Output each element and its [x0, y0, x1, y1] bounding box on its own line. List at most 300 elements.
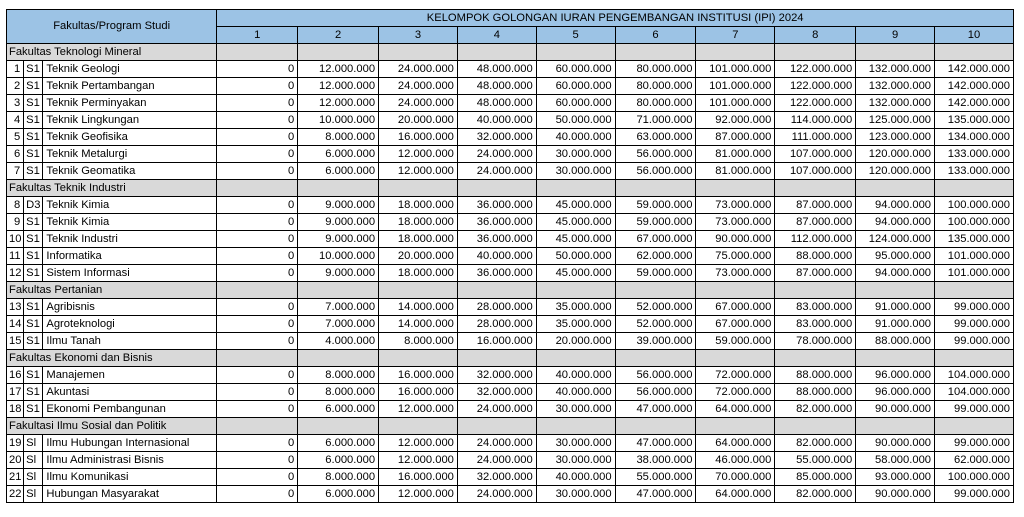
fee-value-cell: 91.000.000: [856, 316, 935, 333]
fee-value-cell: 12.000.000: [379, 452, 458, 469]
fee-value-cell: 16.000.000: [379, 469, 458, 486]
degree-level: S1: [24, 78, 43, 95]
fee-value-cell: 111.000.000: [775, 129, 856, 146]
fee-value-cell: 87.000.000: [696, 129, 775, 146]
fee-value-cell: 47.000.000: [615, 401, 696, 418]
faculty-group-empty-cell: [775, 180, 856, 197]
fee-value-cell: 101.000.000: [935, 265, 1014, 282]
row-number: 2: [7, 78, 24, 95]
fee-value-cell: 67.000.000: [696, 316, 775, 333]
fee-value-cell: 80.000.000: [615, 78, 696, 95]
fee-value-cell: 132.000.000: [856, 78, 935, 95]
program-name: Ilmu Tanah: [43, 333, 217, 350]
fee-value-cell: 88.000.000: [856, 333, 935, 350]
row-number: 8: [7, 197, 24, 214]
row-number: 1: [7, 61, 24, 78]
fee-value-cell: 28.000.000: [457, 316, 536, 333]
fee-value-cell: 24.000.000: [379, 78, 458, 95]
fee-value-cell: 30.000.000: [536, 486, 615, 503]
faculty-name: Fakultas Teknik Industri: [7, 180, 217, 197]
fee-value-cell: 62.000.000: [935, 452, 1014, 469]
faculty-group-row: [7, 418, 1014, 435]
fee-value-cell: 24.000.000: [379, 61, 458, 78]
fee-value-cell: 14.000.000: [379, 299, 458, 316]
program-name: Hubungan Masyarakat: [43, 486, 217, 503]
fee-value-cell: 99.000.000: [935, 401, 1014, 418]
fee-value-cell: 16.000.000: [379, 129, 458, 146]
faculty-group-empty-cell: [379, 350, 458, 367]
fee-value-cell: 63.000.000: [615, 129, 696, 146]
fee-value-cell: 7.000.000: [298, 299, 379, 316]
fee-value-cell: 30.000.000: [536, 435, 615, 452]
fee-value-cell: 56.000.000: [615, 146, 696, 163]
column-header: 7: [696, 27, 775, 44]
row-number: 3: [7, 95, 24, 112]
fee-value-cell: 0: [217, 61, 298, 78]
degree-level: S1: [24, 333, 43, 350]
column-header: 1: [217, 27, 298, 44]
fee-value-cell: 55.000.000: [615, 469, 696, 486]
fee-value-cell: 0: [217, 316, 298, 333]
degree-level: S1: [24, 316, 43, 333]
fee-value-cell: 101.000.000: [935, 248, 1014, 265]
faculty-group-empty-cell: [856, 418, 935, 435]
fee-value-cell: 0: [217, 129, 298, 146]
fee-value-cell: 104.000.000: [935, 367, 1014, 384]
ipi-group-header: KELOMPOK GOLONGAN IURAN PENGEMBANGAN INSTITUSI (IPI) 2024: [217, 10, 1014, 27]
fee-value-cell: 32.000.000: [457, 469, 536, 486]
faculty-group-row: [7, 282, 1014, 299]
fee-value-cell: 32.000.000: [457, 129, 536, 146]
fee-value-cell: 20.000.000: [536, 333, 615, 350]
fee-value-cell: 88.000.000: [775, 367, 856, 384]
faculty-group-empty-cell: [615, 180, 696, 197]
fee-value-cell: 59.000.000: [615, 214, 696, 231]
fee-value-cell: 67.000.000: [615, 231, 696, 248]
fee-value-cell: 75.000.000: [696, 248, 775, 265]
column-header: 10: [935, 27, 1014, 44]
fee-value-cell: 0: [217, 231, 298, 248]
fee-value-cell: 94.000.000: [856, 265, 935, 282]
table-row: [7, 299, 1014, 316]
fee-value-cell: 35.000.000: [536, 299, 615, 316]
table-row: [7, 95, 1014, 112]
fee-value-cell: 142.000.000: [935, 78, 1014, 95]
faculty-group-empty-cell: [536, 44, 615, 61]
faculty-group-empty-cell: [217, 180, 298, 197]
degree-level: S1: [24, 95, 43, 112]
fee-value-cell: 55.000.000: [775, 452, 856, 469]
fee-value-cell: 10.000.000: [298, 248, 379, 265]
row-number: 11: [7, 248, 24, 265]
fee-value-cell: 80.000.000: [615, 95, 696, 112]
fee-value-cell: 6.000.000: [298, 435, 379, 452]
fee-value-cell: 0: [217, 333, 298, 350]
degree-level: S1: [24, 248, 43, 265]
header-row-top: [7, 10, 1014, 27]
program-name: Agroteknologi: [43, 316, 217, 333]
table-row: [7, 469, 1014, 486]
table-row: [7, 197, 1014, 214]
row-number: 4: [7, 112, 24, 129]
program-name: Ilmu Komunikasi: [43, 469, 217, 486]
fee-value-cell: 0: [217, 384, 298, 401]
fee-value-cell: 30.000.000: [536, 163, 615, 180]
program-name: Teknik Metalurgi: [43, 146, 217, 163]
fee-value-cell: 48.000.000: [457, 95, 536, 112]
table-row: [7, 129, 1014, 146]
fee-value-cell: 50.000.000: [536, 112, 615, 129]
fee-value-cell: 6.000.000: [298, 452, 379, 469]
fee-value-cell: 122.000.000: [775, 78, 856, 95]
fee-value-cell: 90.000.000: [856, 401, 935, 418]
degree-level: D3: [24, 197, 43, 214]
fee-value-cell: 56.000.000: [615, 384, 696, 401]
fee-value-cell: 133.000.000: [935, 146, 1014, 163]
fee-value-cell: 8.000.000: [298, 384, 379, 401]
faculty-group-empty-cell: [536, 282, 615, 299]
fee-value-cell: 72.000.000: [696, 367, 775, 384]
fee-value-cell: 100.000.000: [935, 197, 1014, 214]
fee-value-cell: 73.000.000: [696, 265, 775, 282]
table-row: [7, 367, 1014, 384]
fee-value-cell: 90.000.000: [696, 231, 775, 248]
fee-value-cell: 132.000.000: [856, 95, 935, 112]
fee-value-cell: 101.000.000: [696, 78, 775, 95]
row-number: 7: [7, 163, 24, 180]
table-row: [7, 265, 1014, 282]
fee-value-cell: 59.000.000: [615, 265, 696, 282]
fee-value-cell: 16.000.000: [379, 367, 458, 384]
faculty-group-row: [7, 350, 1014, 367]
fee-value-cell: 101.000.000: [696, 95, 775, 112]
fee-value-cell: 83.000.000: [775, 299, 856, 316]
faculty-group-empty-cell: [856, 44, 935, 61]
faculty-group-empty-cell: [298, 350, 379, 367]
fee-value-cell: 81.000.000: [696, 163, 775, 180]
faculty-name: Fakultas Pertanian: [7, 282, 217, 299]
fee-value-cell: 91.000.000: [856, 299, 935, 316]
fee-value-cell: 9.000.000: [298, 214, 379, 231]
faculty-group-empty-cell: [696, 282, 775, 299]
fee-value-cell: 6.000.000: [298, 401, 379, 418]
fee-value-cell: 40.000.000: [536, 129, 615, 146]
degree-level: S1: [24, 231, 43, 248]
fee-value-cell: 104.000.000: [935, 384, 1014, 401]
fee-value-cell: 93.000.000: [856, 469, 935, 486]
faculty-group-empty-cell: [856, 282, 935, 299]
fee-value-cell: 12.000.000: [379, 146, 458, 163]
fee-value-cell: 18.000.000: [379, 231, 458, 248]
faculty-group-empty-cell: [217, 44, 298, 61]
row-number: 5: [7, 129, 24, 146]
row-number: 15: [7, 333, 24, 350]
row-number: 16: [7, 367, 24, 384]
table-row: [7, 163, 1014, 180]
fee-value-cell: 90.000.000: [856, 435, 935, 452]
fee-value-cell: 0: [217, 146, 298, 163]
fee-value-cell: 40.000.000: [457, 112, 536, 129]
fee-value-cell: 64.000.000: [696, 486, 775, 503]
fee-value-cell: 60.000.000: [536, 61, 615, 78]
table-row: [7, 61, 1014, 78]
faculty-group-empty-cell: [615, 418, 696, 435]
fee-value-cell: 133.000.000: [935, 163, 1014, 180]
fee-value-cell: 47.000.000: [615, 435, 696, 452]
fee-value-cell: 24.000.000: [457, 452, 536, 469]
fee-value-cell: 18.000.000: [379, 265, 458, 282]
fee-value-cell: 96.000.000: [856, 367, 935, 384]
row-number: 13: [7, 299, 24, 316]
degree-level: S1: [24, 163, 43, 180]
faculty-group-empty-cell: [935, 180, 1014, 197]
fee-value-cell: 36.000.000: [457, 214, 536, 231]
fee-value-cell: 18.000.000: [379, 197, 458, 214]
fee-value-cell: 60.000.000: [536, 95, 615, 112]
faculty-group-empty-cell: [298, 180, 379, 197]
fee-value-cell: 20.000.000: [379, 112, 458, 129]
fee-value-cell: 0: [217, 486, 298, 503]
fee-value-cell: 8.000.000: [298, 469, 379, 486]
fee-value-cell: 71.000.000: [615, 112, 696, 129]
fee-value-cell: 36.000.000: [457, 265, 536, 282]
faculty-group-empty-cell: [536, 418, 615, 435]
fee-value-cell: 100.000.000: [935, 469, 1014, 486]
faculty-group-row: [7, 180, 1014, 197]
row-number: 9: [7, 214, 24, 231]
faculty-group-empty-cell: [217, 350, 298, 367]
degree-level: S1: [24, 112, 43, 129]
fee-value-cell: 8.000.000: [379, 333, 458, 350]
faculty-group-empty-cell: [379, 180, 458, 197]
faculty-group-empty-cell: [457, 418, 536, 435]
fee-value-cell: 83.000.000: [775, 316, 856, 333]
faculty-group-empty-cell: [536, 180, 615, 197]
fee-value-cell: 0: [217, 197, 298, 214]
fee-value-cell: 87.000.000: [775, 197, 856, 214]
fee-value-cell: 73.000.000: [696, 214, 775, 231]
fee-value-cell: 50.000.000: [536, 248, 615, 265]
fee-value-cell: 10.000.000: [298, 112, 379, 129]
row-number: 6: [7, 146, 24, 163]
fee-value-cell: 32.000.000: [457, 367, 536, 384]
fee-value-cell: 62.000.000: [615, 248, 696, 265]
fee-value-cell: 0: [217, 265, 298, 282]
fee-value-cell: 48.000.000: [457, 78, 536, 95]
degree-level: S1: [24, 265, 43, 282]
fee-value-cell: 59.000.000: [615, 197, 696, 214]
row-number: 22: [7, 486, 24, 503]
column-header: 8: [775, 27, 856, 44]
degree-level: S1: [24, 401, 43, 418]
fee-value-cell: 99.000.000: [935, 316, 1014, 333]
faculty-group-empty-cell: [457, 44, 536, 61]
program-name: Teknik Kimia: [43, 214, 217, 231]
fee-value-cell: 6.000.000: [298, 163, 379, 180]
fee-value-cell: 24.000.000: [457, 435, 536, 452]
fee-value-cell: 120.000.000: [856, 163, 935, 180]
fee-value-cell: 39.000.000: [615, 333, 696, 350]
fee-value-cell: 40.000.000: [536, 367, 615, 384]
fee-value-cell: 80.000.000: [615, 61, 696, 78]
fee-value-cell: 72.000.000: [696, 384, 775, 401]
faculty-group-empty-cell: [856, 180, 935, 197]
column-header: 9: [856, 27, 935, 44]
fee-value-cell: 12.000.000: [379, 401, 458, 418]
column-header: 3: [379, 27, 458, 44]
table-body: [7, 44, 1014, 503]
fee-value-cell: 35.000.000: [536, 316, 615, 333]
program-name: Ilmu Hubungan Internasional: [43, 435, 217, 452]
fee-value-cell: 9.000.000: [298, 197, 379, 214]
fee-value-cell: 122.000.000: [775, 61, 856, 78]
fee-value-cell: 107.000.000: [775, 163, 856, 180]
fee-value-cell: 24.000.000: [457, 401, 536, 418]
fee-value-cell: 0: [217, 435, 298, 452]
fee-value-cell: 52.000.000: [615, 316, 696, 333]
degree-level: S1: [24, 146, 43, 163]
row-number: 14: [7, 316, 24, 333]
fee-value-cell: 16.000.000: [457, 333, 536, 350]
table-row: [7, 248, 1014, 265]
fee-value-cell: 12.000.000: [379, 486, 458, 503]
fee-value-cell: 101.000.000: [696, 61, 775, 78]
program-name: Teknik Kimia: [43, 197, 217, 214]
fee-value-cell: 45.000.000: [536, 197, 615, 214]
fee-value-cell: 99.000.000: [935, 486, 1014, 503]
row-number: 17: [7, 384, 24, 401]
fee-value-cell: 94.000.000: [856, 214, 935, 231]
table-row: [7, 214, 1014, 231]
faculty-group-empty-cell: [856, 350, 935, 367]
faculty-group-empty-cell: [696, 418, 775, 435]
table-row: [7, 231, 1014, 248]
fee-value-cell: 12.000.000: [298, 61, 379, 78]
fee-value-cell: 45.000.000: [536, 265, 615, 282]
fee-value-cell: 7.000.000: [298, 316, 379, 333]
fee-value-cell: 12.000.000: [379, 163, 458, 180]
faculty-group-empty-cell: [217, 418, 298, 435]
fee-value-cell: 46.000.000: [696, 452, 775, 469]
fee-value-cell: 30.000.000: [536, 146, 615, 163]
fee-value-cell: 87.000.000: [775, 265, 856, 282]
fee-value-cell: 64.000.000: [696, 435, 775, 452]
fee-value-cell: 81.000.000: [696, 146, 775, 163]
program-name: Teknik Geomatika: [43, 163, 217, 180]
fee-value-cell: 88.000.000: [775, 384, 856, 401]
row-number: 18: [7, 401, 24, 418]
faculty-name: Fakultasi Ilmu Sosial dan Politik: [7, 418, 217, 435]
fee-value-cell: 8.000.000: [298, 129, 379, 146]
faculty-group-empty-cell: [457, 180, 536, 197]
faculty-group-empty-cell: [935, 418, 1014, 435]
fee-value-cell: 107.000.000: [775, 146, 856, 163]
row-number: 20: [7, 452, 24, 469]
fee-value-cell: 82.000.000: [775, 401, 856, 418]
faculty-group-empty-cell: [775, 44, 856, 61]
fee-value-cell: 99.000.000: [935, 333, 1014, 350]
fee-value-cell: 8.000.000: [298, 367, 379, 384]
fee-value-cell: 12.000.000: [298, 78, 379, 95]
fee-value-cell: 9.000.000: [298, 265, 379, 282]
faculty-group-empty-cell: [536, 350, 615, 367]
program-name: Ekonomi Pembangunan: [43, 401, 217, 418]
fee-value-cell: 90.000.000: [856, 486, 935, 503]
column-header: 5: [536, 27, 615, 44]
fee-value-cell: 67.000.000: [696, 299, 775, 316]
fee-value-cell: 134.000.000: [935, 129, 1014, 146]
program-name: Teknik Geofisika: [43, 129, 217, 146]
fee-value-cell: 48.000.000: [457, 61, 536, 78]
fee-value-cell: 24.000.000: [457, 146, 536, 163]
fee-value-cell: 94.000.000: [856, 197, 935, 214]
fee-value-cell: 24.000.000: [379, 95, 458, 112]
table-row: [7, 384, 1014, 401]
fee-value-cell: 40.000.000: [457, 248, 536, 265]
table-row: [7, 316, 1014, 333]
faculty-group-empty-cell: [298, 282, 379, 299]
column-header: 4: [457, 27, 536, 44]
fee-value-cell: 124.000.000: [856, 231, 935, 248]
fee-value-cell: 4.000.000: [298, 333, 379, 350]
faculty-group-empty-cell: [775, 282, 856, 299]
fee-value-cell: 100.000.000: [935, 214, 1014, 231]
table-row: [7, 401, 1014, 418]
table-row: [7, 146, 1014, 163]
faculty-group-empty-cell: [775, 350, 856, 367]
faculty-group-empty-cell: [615, 282, 696, 299]
table-row: [7, 78, 1014, 95]
fee-value-cell: 14.000.000: [379, 316, 458, 333]
fee-value-cell: 82.000.000: [775, 435, 856, 452]
degree-level: S1: [24, 299, 43, 316]
fee-value-cell: 56.000.000: [615, 367, 696, 384]
row-number: 21: [7, 469, 24, 486]
faculty-group-empty-cell: [457, 350, 536, 367]
fee-value-cell: 45.000.000: [536, 214, 615, 231]
fee-value-cell: 135.000.000: [935, 231, 1014, 248]
fee-value-cell: 45.000.000: [536, 231, 615, 248]
degree-level: S1: [24, 61, 43, 78]
column-header: 2: [298, 27, 379, 44]
degree-level: S1: [24, 384, 43, 401]
fee-value-cell: 30.000.000: [536, 452, 615, 469]
fee-value-cell: 112.000.000: [775, 231, 856, 248]
degree-level: Sl: [24, 486, 43, 503]
program-name: Agribisnis: [43, 299, 217, 316]
degree-level: Sl: [24, 435, 43, 452]
fee-value-cell: 0: [217, 452, 298, 469]
fee-value-cell: 64.000.000: [696, 401, 775, 418]
fee-value-cell: 120.000.000: [856, 146, 935, 163]
fee-value-cell: 142.000.000: [935, 61, 1014, 78]
fee-value-cell: 0: [217, 78, 298, 95]
table-header: [7, 10, 1014, 44]
fee-value-cell: 60.000.000: [536, 78, 615, 95]
faculty-group-empty-cell: [696, 44, 775, 61]
row-number: 12: [7, 265, 24, 282]
fee-value-cell: 12.000.000: [298, 95, 379, 112]
faculty-group-empty-cell: [935, 282, 1014, 299]
row-number: 10: [7, 231, 24, 248]
faculty-group-empty-cell: [775, 418, 856, 435]
fee-value-cell: 123.000.000: [856, 129, 935, 146]
fee-value-cell: 0: [217, 214, 298, 231]
fee-value-cell: 9.000.000: [298, 231, 379, 248]
fee-value-cell: 0: [217, 469, 298, 486]
faculty-group-empty-cell: [615, 350, 696, 367]
fee-value-cell: 125.000.000: [856, 112, 935, 129]
